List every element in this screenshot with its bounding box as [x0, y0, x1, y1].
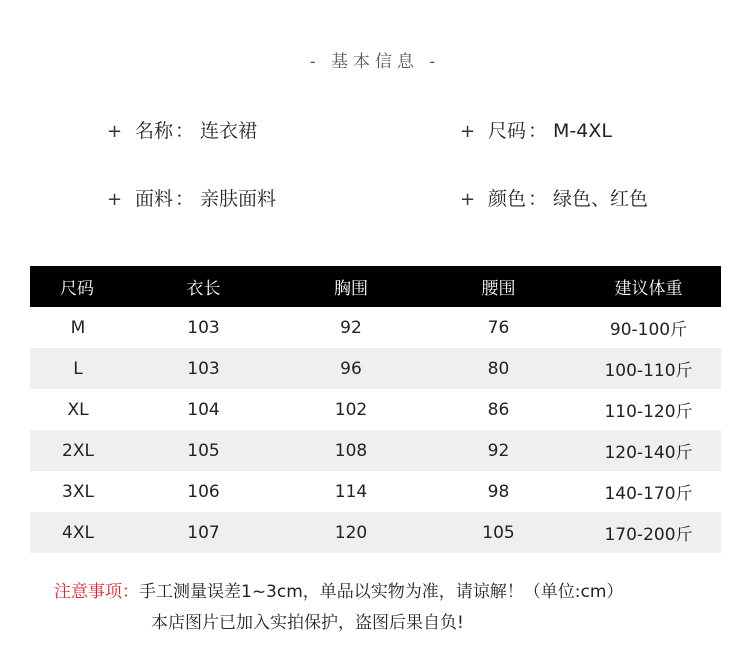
info-label: 面料 [135, 188, 174, 210]
info-name [107, 116, 257, 143]
cell-length: 106 [187, 481, 220, 502]
cell-bust: 96 [340, 358, 362, 379]
header-size: 尺码 [60, 279, 94, 299]
cell-length: 105 [187, 440, 220, 461]
table-header-row [30, 266, 721, 307]
cell-size: 2XL [62, 440, 94, 461]
cell-size: 3XL [62, 481, 94, 502]
cell-waist: 76 [487, 317, 510, 338]
info-colon: ： [175, 188, 195, 210]
cell-size: XL [67, 399, 89, 420]
cell-weight: 120-140斤 [604, 443, 693, 463]
note-text-1: 手工测量误差1~3cm，单品以实物为准，请谅解！（单位:cm） [139, 582, 624, 602]
table-row [30, 307, 721, 348]
info-label: 颜色 [488, 188, 527, 210]
cell-waist: 92 [487, 440, 510, 461]
cell-length: 103 [187, 317, 220, 338]
info-value: 绿色、红色 [553, 188, 649, 210]
cell-weight: 170-200斤 [604, 525, 693, 545]
cell-size: L [73, 358, 83, 379]
size-table [30, 266, 721, 553]
cell-waist: 80 [487, 358, 510, 379]
note-line-2: 本店图片已加入实拍保护，盗图后果自负! [151, 613, 464, 633]
info-fabric [107, 184, 276, 211]
table-row [30, 430, 721, 471]
cell-length: 103 [187, 358, 220, 379]
cell-bust: 114 [334, 481, 368, 502]
table-row [30, 471, 721, 512]
info-value: 亲肤面料 [200, 188, 277, 210]
header-weight: 建议体重 [614, 279, 683, 299]
cell-bust: 120 [334, 522, 368, 543]
info-value: 连衣裙 [200, 120, 258, 142]
cell-bust: 108 [334, 440, 368, 461]
cell-length: 104 [187, 399, 220, 420]
cell-bust: 102 [334, 399, 368, 420]
cell-waist: 98 [487, 481, 510, 502]
cell-length: 107 [187, 522, 220, 543]
cell-size: M [70, 317, 86, 338]
plus-icon: + [460, 189, 476, 210]
cell-weight: 100-110斤 [604, 361, 693, 381]
note-line-1 [54, 577, 623, 602]
header-length: 衣长 [186, 279, 221, 299]
cell-waist: 105 [482, 522, 515, 543]
info-colon: ： [528, 120, 548, 142]
header-waist: 腰围 [481, 279, 516, 299]
info-value: M-4XL [553, 120, 612, 142]
info-size [460, 116, 612, 143]
note-label: 注意事项： [54, 582, 139, 602]
table-row [30, 348, 721, 389]
info-colon: ： [175, 120, 195, 142]
cell-weight: 140-170斤 [604, 484, 693, 504]
cell-size: 4XL [62, 522, 94, 543]
cell-weight: 110-120斤 [604, 402, 693, 422]
info-label: 名称 [135, 120, 174, 142]
info-colon: ： [528, 188, 548, 210]
section-heading: - 基本信息 - [309, 52, 441, 72]
info-color [460, 184, 648, 211]
plus-icon: + [107, 121, 123, 142]
table-row [30, 512, 721, 553]
plus-icon: + [460, 121, 476, 142]
cell-waist: 86 [487, 399, 510, 420]
info-label: 尺码 [488, 120, 527, 142]
header-bust: 胸围 [334, 279, 368, 299]
cell-weight: 90-100斤 [609, 320, 688, 340]
table-row [30, 389, 721, 430]
plus-icon: + [107, 189, 123, 210]
cell-bust: 92 [340, 317, 362, 338]
